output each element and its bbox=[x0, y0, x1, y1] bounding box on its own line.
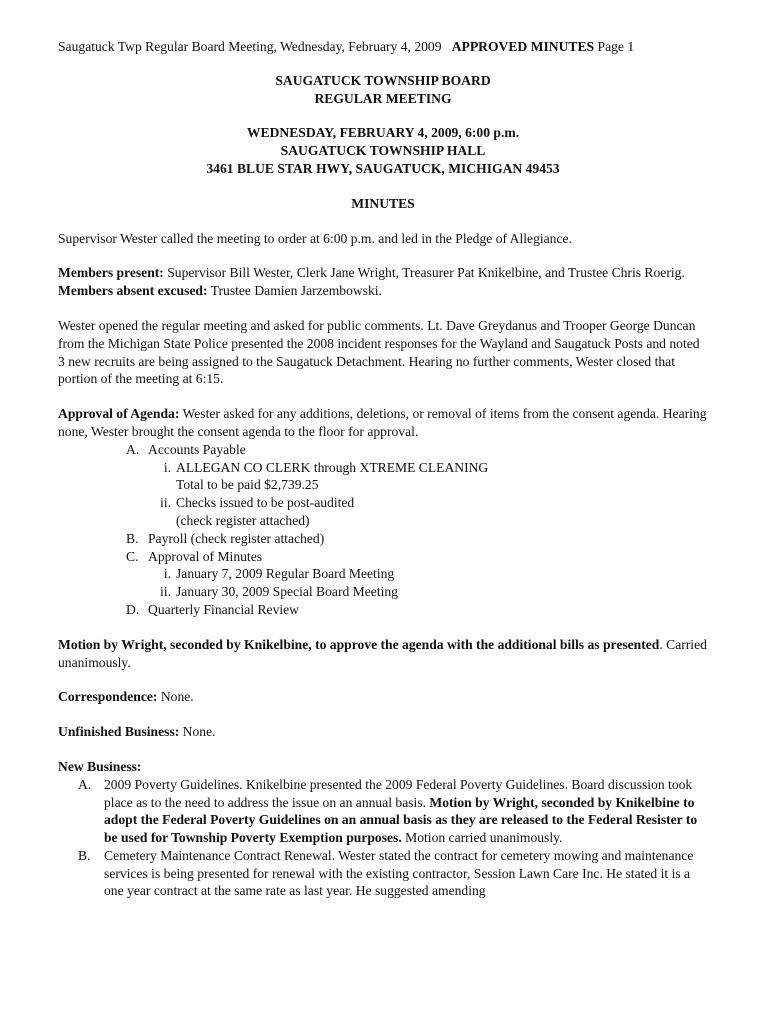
new-business-label: New Business: bbox=[58, 758, 142, 774]
title-date: WEDNESDAY, FEBRUARY 4, 2009, 6:00 p.m. bbox=[246, 125, 520, 141]
correspondence bbox=[58, 688, 708, 706]
members-absent-label: Members absent excused: bbox=[58, 283, 208, 299]
agenda-motion-rest: . Carried unanimously. bbox=[58, 636, 707, 670]
header-approved-label: APPROVED MINUTES bbox=[451, 39, 595, 54]
list-item: B. Payroll (check register attached) bbox=[126, 530, 325, 546]
members-absent-text: Trustee Damien Jarzembowski. bbox=[207, 283, 382, 299]
consent-agenda-list bbox=[58, 441, 708, 619]
members-absent bbox=[58, 282, 708, 300]
list-item: ii. Checks issued to be post-audited bbox=[160, 495, 355, 511]
list-item: i. ALLEGAN CO CLERK through XTREME CLEANING bbox=[163, 459, 489, 475]
agenda-label: Approval of Agenda: bbox=[58, 406, 180, 422]
call-to-order: Supervisor Wester called the meeting to order at 6:00 p.m. and led in the Pledge of Allegiance. bbox=[58, 230, 572, 246]
title-address: 3461 BLUE STAR HWY, SAUGATUCK, MICHIGAN 49453 bbox=[206, 160, 560, 176]
members-present bbox=[58, 264, 708, 282]
members-present-label: Members present: bbox=[58, 265, 164, 281]
unfinished-business bbox=[58, 723, 708, 741]
unfinished-text: None. bbox=[179, 724, 216, 740]
page-header bbox=[58, 38, 708, 56]
title-meeting-type: REGULAR MEETING bbox=[314, 90, 452, 106]
new-business-item-b: B. Cemetery Maintenance Contract Renewal. Wester stated the contract for cemetery mowing and maintenance services is being presented for renewal with the existing contractor, Session Lawn Care Inc. He stated it is a one year contract at the same rate as last year. He suggested amending bbox=[78, 847, 694, 899]
new-business bbox=[58, 758, 708, 900]
list-item: i. January 7, 2009 Regular Board Meeting bbox=[163, 566, 395, 582]
list-item-sub: (check register attached) bbox=[176, 512, 310, 528]
title-location: SAUGATUCK TOWNSHIP HALL bbox=[280, 143, 486, 159]
title-block-2 bbox=[58, 124, 708, 177]
agenda-text: Wester asked for any additions, deletions, or removal of items from the consent agenda. Hearing none, Wester brought the consent agenda to the floor for approval. bbox=[58, 406, 707, 439]
header-page-number: Page 1 bbox=[597, 39, 635, 54]
list-item: ii. January 30, 2009 Special Board Meeting bbox=[160, 584, 398, 600]
agenda-motion-bold: Motion by Wright, seconded by Knikelbine, to approve the agenda with the additional bills as presented bbox=[58, 636, 660, 652]
correspondence-text: None. bbox=[157, 689, 194, 705]
list-item: C. Approval of Minutes bbox=[126, 548, 263, 564]
header-meeting-info: Saugatuck Twp Regular Board Meeting, Wednesday, February 4, 2009 bbox=[58, 39, 442, 54]
list-item: A. Accounts Payable bbox=[126, 441, 246, 457]
new-business-item-a: A. 2009 Poverty Guidelines. Knikelbine presented the 2009 Federal Poverty Guidelines. Board discussion took place as to the need to address the issue on an annual basis. Motion by Wright, seconded by Knikelbine to adopt the Federal Poverty Guidelines on an annual basis as they are released to the Federal Resister to be used for Township Poverty Exemption purposes. Motion carried unanimously. bbox=[78, 776, 698, 846]
list-item: D. Quarterly Financial Review bbox=[126, 601, 299, 617]
public-comments: Wester opened the regular meeting and asked for public comments. Lt. Dave Greydanus and Trooper George Duncan from the Michigan State Police presented the 2008 incident responses for the Wayland and Saugatuck Posts and noted 3 new recruits are being assigned to the Saugatuck Detachment. Hearing no further comments, Wester closed that portion of the meeting at 6:15. bbox=[58, 317, 700, 387]
agenda-motion bbox=[58, 636, 708, 672]
agenda-approval bbox=[58, 405, 708, 441]
correspondence-label: Correspondence: bbox=[58, 689, 158, 705]
title-block-1 bbox=[58, 72, 708, 108]
list-item-sub: Total to be paid $2,739.25 bbox=[176, 477, 319, 493]
members-present-text: Supervisor Bill Wester, Clerk Jane Wright, Treasurer Pat Knikelbine, and Trustee Chris Roerig. bbox=[163, 265, 685, 281]
unfinished-label: Unfinished Business: bbox=[58, 724, 180, 740]
title-board: SAUGATUCK TOWNSHIP BOARD bbox=[275, 72, 491, 88]
title-minutes: MINUTES bbox=[351, 195, 415, 211]
